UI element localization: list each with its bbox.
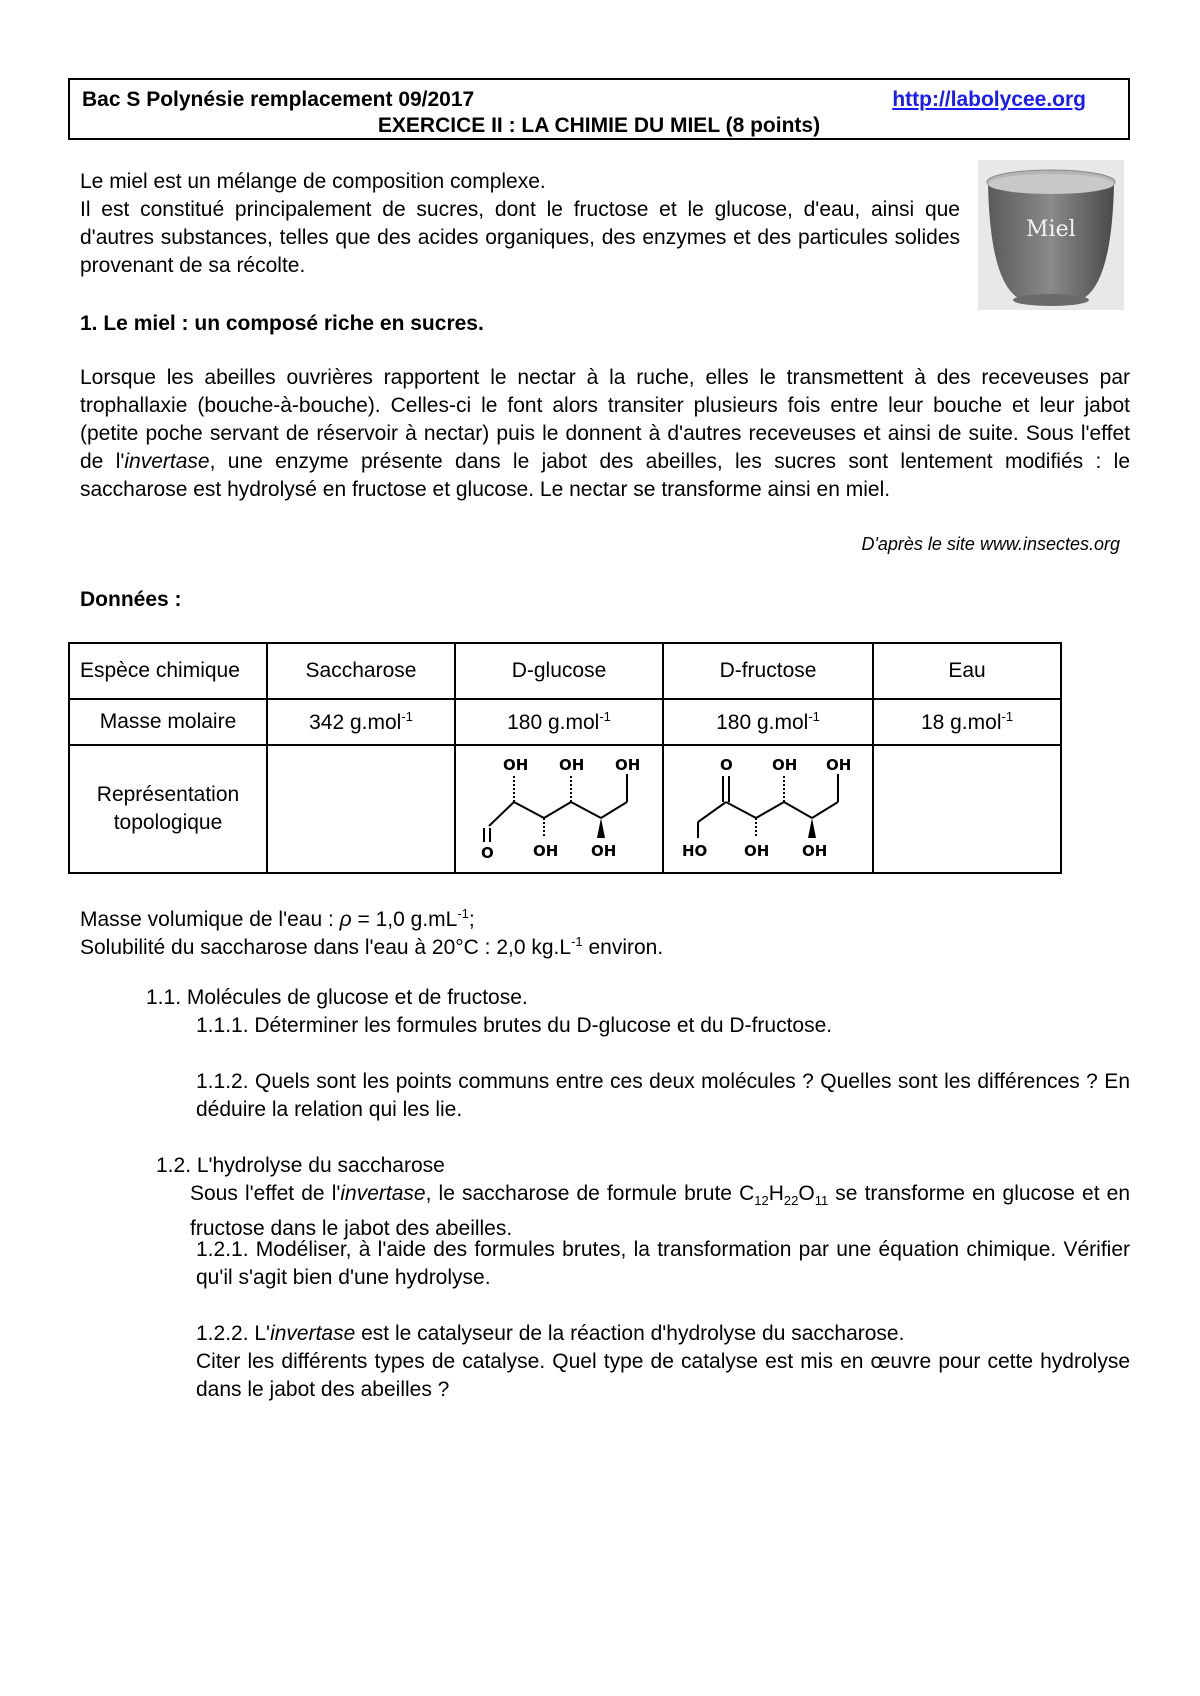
question-1-2-2: 1.2.2. L'invertase est le catalyseur de la réaction d'hydrolyse du saccharose. [196, 1322, 905, 1345]
table-cell: Représentation topologique [69, 745, 267, 873]
svg-text:HO: HO [682, 842, 708, 860]
jar-label: Miel [1026, 217, 1076, 242]
question-1-1-1: 1.1.1. Déterminer les formules brutes du D-glucose et du D-fructose. [196, 1014, 833, 1037]
svg-text:OH: OH [591, 842, 617, 860]
table-cell: 180 g.mol$^{-1}$ [663, 699, 873, 745]
question-1-1-2: 1.1.2. Quels sont les points communs entre ces deux molécules ? Quelles sont les différences ? En déduire la relation qui les lie. [196, 1070, 1130, 1121]
table-cell: Eau [873, 643, 1061, 699]
fructose-structure [668, 746, 868, 866]
table-cell [455, 745, 663, 873]
table-cell [873, 745, 1061, 873]
table-row [69, 699, 1061, 745]
table-cell: Masse molaire [69, 699, 267, 745]
honey-jar-image [978, 160, 1124, 310]
table-cell: Saccharose [267, 643, 455, 699]
table-cell: D-fructose [663, 643, 873, 699]
svg-text:O: O [720, 756, 733, 774]
paragraph-part-a: Lorsque les abeilles ouvrières rapportent le nectar à la ruche, elles le transmettent à des receveuses par trophallaxie (bouche-à-bouche). Celles-ci le font alors transiter plusieurs fois entre leur bouche et leur jabot (petite poche servant de réservoir à nectar) puis le donnent à d'autres receveuses et ainsi de suite. Sous l'effet de l' [80, 366, 1130, 473]
table-cell: 18 g.mol$^{-1}$ [873, 699, 1061, 745]
section-1-heading: 1. Le miel : un composé riche en sucres. [80, 312, 484, 335]
labolycee-link[interactable]: http://labolycee.org [892, 88, 1086, 111]
table-cell: D-glucose [455, 643, 663, 699]
svg-text:OH: OH [615, 756, 641, 774]
svg-text:OH: OH [559, 756, 585, 774]
exercise-title: EXERCICE II : LA CHIMIE DU MIEL (8 points) [377, 114, 821, 137]
question-1-2-1: 1.2.1. Modéliser, à l'aide des formules brutes, la transformation par une équation chimique. Vérifier qu'il s'agit bien d'une hydrolyse. [196, 1238, 1130, 1289]
source-citation: D'après le site www.insectes.org [861, 534, 1120, 554]
intro-paragraph: Il est constitué principalement de sucres, dont le fructose et le glucose, d'eau, ainsi que d'autres substances, telles que des acides organiques, des enzymes et des particules solides provenant de sa récolte. [80, 198, 960, 277]
table-cell: 342 g.mol$^{-1}$ [267, 699, 455, 745]
question-1-2-2-cont: Citer les différents types de catalyse. Quel type de catalyse est mis en œuvre pour cette hydrolyse dans le jabot des abeilles ? [196, 1350, 1130, 1401]
svg-text:OH: OH [533, 842, 559, 860]
svg-text:OH: OH [826, 756, 852, 774]
data-table [68, 642, 1062, 874]
table-row [69, 643, 1061, 699]
table-row [69, 745, 1061, 873]
svg-text:OH: OH [744, 842, 770, 860]
table-cell: 180 g.mol$^{-1}$ [455, 699, 663, 745]
solubility-line: Solubilité du saccharose dans l'eau à 20°C : 2,0 $kg.L^{-1}$ environ. [80, 934, 664, 959]
table-cell [663, 745, 873, 873]
section-1-paragraph [80, 364, 1130, 504]
svg-text:OH: OH [503, 756, 529, 774]
donnees-heading: Données : [80, 588, 182, 611]
table-cell: Espèce chimique [69, 643, 267, 699]
svg-text:OH: OH [802, 842, 828, 860]
intro-line-1: Le miel est un mélange de composition complexe. [80, 170, 546, 193]
paragraph-part-b: , une enzyme présente dans le jabot des abeilles, les sucres sont lentement modifiés : le saccharose est hydrolysé en fructose et glucose. Le nectar se transforme ainsi en miel. [80, 450, 1130, 501]
table-cell [267, 745, 455, 873]
exam-source: Bac S Polynésie remplacement 09/2017 [82, 88, 475, 111]
invertase-term: invertase [124, 450, 210, 473]
water-density-line: Masse volumique de l'eau : ρ = 1,0 $g.mL^{-1}$; [80, 906, 475, 931]
svg-text:O: O [481, 844, 494, 862]
glucose-structure [459, 746, 659, 866]
svg-text:OH: OH [772, 756, 798, 774]
question-1-2: 1.2. L'hydrolyse du saccharose [156, 1154, 445, 1177]
question-1-1: 1.1. Molécules de glucose et de fructose. [146, 986, 528, 1009]
question-1-2-text: Sous l'effet de l'invertase, le saccharose de formule brute $C_{12}H_{22}O_{11}$ se transforme en glucose et en fructose dans le jabot des abeilles. [190, 1182, 1131, 1241]
header-box [68, 78, 1130, 140]
